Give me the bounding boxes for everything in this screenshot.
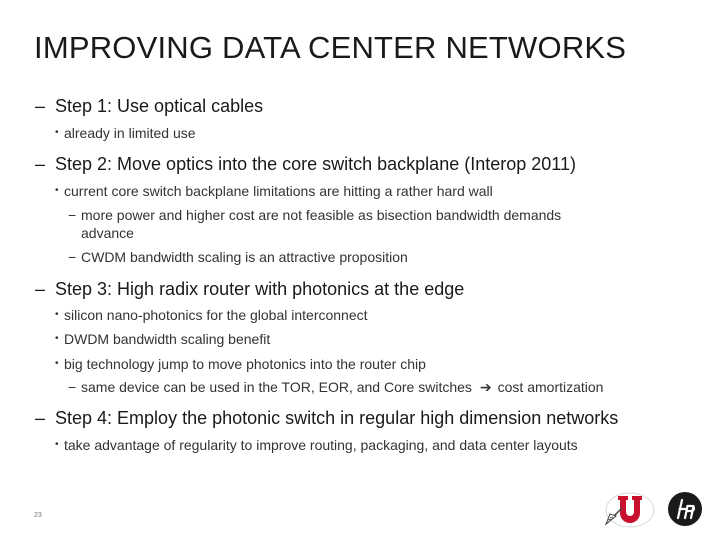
bullet-step-3: [35, 279, 465, 300]
sub-sub-bullet-text: same device can be used in the TOR, EOR, and Core switches: [81, 379, 472, 395]
sub-bullet: [55, 183, 493, 199]
sub-bullet-text: current core switch backplane limitations are hitting a rather hard wall: [64, 183, 493, 199]
dash-marker: –: [35, 408, 46, 428]
sub-bullet: [55, 125, 196, 141]
sub-bullet: [55, 307, 368, 323]
bullet-marker: •: [55, 358, 59, 369]
sub-sub-bullet-tail: cost amortization: [497, 379, 604, 395]
university-of-utah-logo: [600, 490, 656, 530]
bullet-text: Step 3: High radix router with photonics at the edge: [55, 279, 465, 299]
bullet-marker: •: [55, 309, 59, 320]
sub-bullet-text: DWDM bandwidth scaling benefit: [64, 331, 271, 347]
dash-marker: −: [68, 249, 77, 265]
dash-marker: –: [35, 154, 46, 174]
bullet-text: Step 1: Use optical cables: [55, 96, 264, 116]
bullet-text: Step 2: Move optics into the core switch backplane (Interop 2011): [55, 154, 576, 174]
sub-sub-bullet-text: CWDM bandwidth scaling is an attractive proposition: [81, 249, 408, 265]
dash-marker: –: [35, 96, 46, 116]
bullet-text: Step 4: Employ the photonic switch in regular high dimension networks: [55, 408, 619, 428]
dash-marker: –: [35, 279, 46, 299]
sub-sub-bullet-text: advance: [81, 225, 134, 241]
bullet-marker: •: [55, 333, 59, 344]
sub-bullet: [55, 331, 271, 347]
right-arrow-icon: ➔: [479, 379, 492, 395]
dash-marker: −: [68, 379, 77, 395]
bullet-step-2: [35, 154, 576, 175]
sub-bullet-text: big technology jump to move photonics into the router chip: [64, 356, 426, 372]
sub-bullet: [55, 437, 578, 453]
bullet-marker: •: [55, 127, 59, 138]
slide-title: IMPROVING DATA CENTER NETWORKS: [34, 30, 627, 65]
bullet-step-1: [35, 96, 264, 117]
sub-bullet-text: take advantage of regularity to improve routing, packaging, and data center layouts: [64, 437, 578, 453]
sub-sub-bullet: [68, 249, 408, 265]
sub-bullet-text: silicon nano-photonics for the global interconnect: [64, 307, 368, 323]
bullet-marker: •: [55, 439, 59, 450]
sub-sub-bullet-text: more power and higher cost are not feasible as bisection bandwidth demands: [81, 207, 562, 223]
sub-sub-bullet-continuation: [81, 225, 134, 241]
sub-bullet: [55, 356, 426, 372]
page-number: 23: [34, 512, 42, 519]
bullet-step-4: [35, 408, 619, 429]
sub-sub-bullet: [68, 379, 604, 396]
sub-bullet-text: already in limited use: [64, 125, 196, 141]
dash-marker: −: [68, 207, 77, 223]
sub-sub-bullet: [68, 207, 562, 223]
bullet-marker: •: [55, 185, 59, 196]
hp-logo: [666, 490, 704, 528]
